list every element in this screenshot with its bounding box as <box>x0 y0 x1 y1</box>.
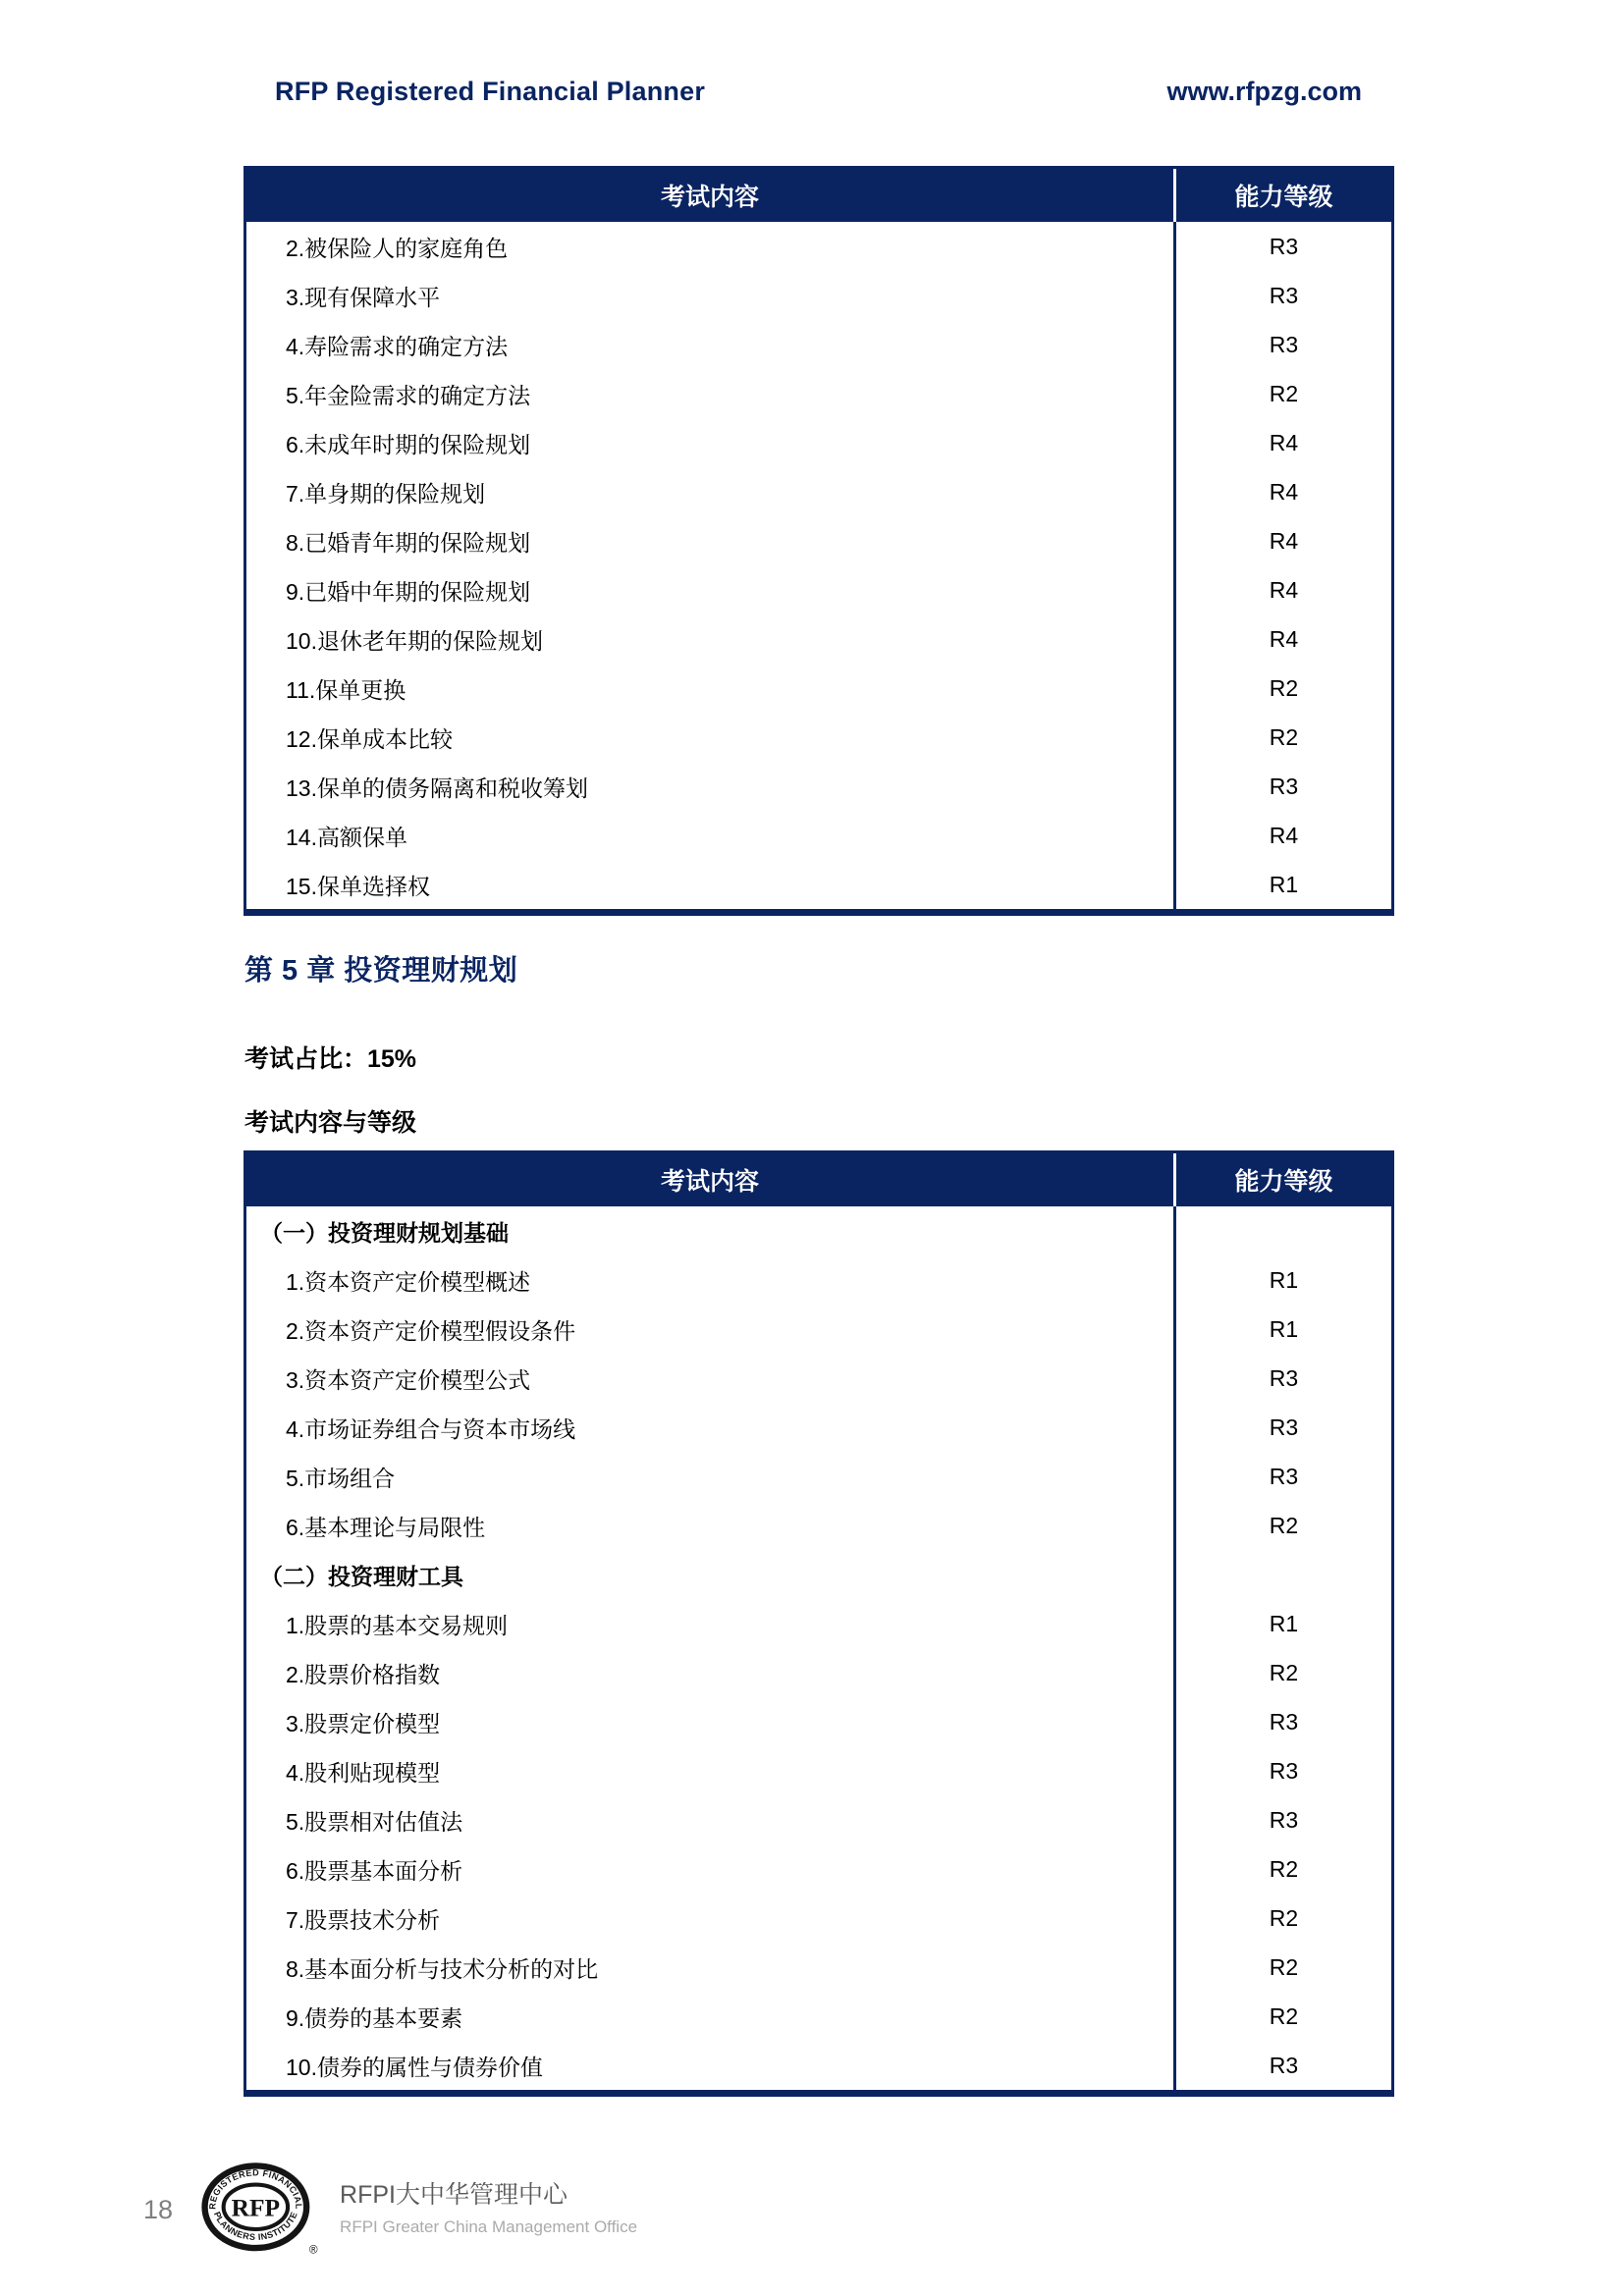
header-title: RFP Registered Financial Planner <box>275 77 706 106</box>
row-ability-level: R4 <box>1173 811 1391 860</box>
row-content-text: 9.债券的基本要素 <box>286 2004 463 2031</box>
row-ability-level: R3 <box>1173 1354 1391 1403</box>
table-row <box>246 1501 1391 1550</box>
row-content-text: 4.寿险需求的确定方法 <box>286 333 509 359</box>
row-content-text: 2.资本资产定价模型假设条件 <box>286 1317 576 1344</box>
table-section-row <box>246 1550 1391 1599</box>
row-content-text: 3.现有保障水平 <box>286 284 441 310</box>
row-content-text: 2.被保险人的家庭角色 <box>286 235 509 261</box>
column-header-exam-content: 考试内容 <box>660 184 759 211</box>
table-header-row <box>246 169 1391 222</box>
table-row <box>246 467 1391 516</box>
table-row <box>246 369 1391 418</box>
org-name-english: RFPI Greater China Management Office <box>340 2217 638 2236</box>
row-content-text: （二）投资理财工具 <box>260 1563 463 1589</box>
row-ability-level: R3 <box>1173 271 1391 320</box>
row-ability-level: R2 <box>1173 664 1391 713</box>
svg-text:REGISTERED FINANCIAL: REGISTERED FINANCIAL <box>207 2167 304 2210</box>
row-content-text: 13.保单的债务隔离和税收筹划 <box>286 774 588 801</box>
row-content-text: 6.基本理论与局限性 <box>286 1514 486 1540</box>
row-ability-level: R4 <box>1173 467 1391 516</box>
row-content-text: 15.保单选择权 <box>286 873 430 899</box>
row-content-text: 10.退休老年期的保险规划 <box>286 627 543 654</box>
table-row <box>246 811 1391 860</box>
row-content-text: 5.年金险需求的确定方法 <box>286 382 531 408</box>
exam-content-level-caption: 考试内容与等级 <box>244 1109 417 1137</box>
table-row <box>246 762 1391 811</box>
row-ability-level: R2 <box>1173 1894 1391 1943</box>
column-header-ability-level: 能力等级 <box>1173 1153 1391 1206</box>
table-row <box>246 1354 1391 1403</box>
table-row <box>246 1943 1391 1992</box>
table-row <box>246 713 1391 762</box>
row-ability-level: R1 <box>1173 1305 1391 1354</box>
org-name-chinese: RFPI大中华管理中心 <box>340 2181 568 2209</box>
row-content-text: 4.股利贴现模型 <box>286 1759 441 1786</box>
row-ability-level: R3 <box>1173 1403 1391 1452</box>
row-ability-level: R4 <box>1173 614 1391 664</box>
row-ability-level: R2 <box>1173 713 1391 762</box>
column-header-exam-content: 考试内容 <box>660 1168 759 1196</box>
table-row <box>246 1255 1391 1305</box>
table-row <box>246 418 1391 467</box>
table-row <box>246 516 1391 565</box>
row-ability-level: R3 <box>1173 320 1391 369</box>
table-row <box>246 222 1391 271</box>
row-content-text: 8.已婚青年期的保险规划 <box>286 529 531 556</box>
row-content-text: 11.保单更换 <box>286 676 406 703</box>
table-row <box>246 1697 1391 1746</box>
row-ability-level: R3 <box>1173 1746 1391 1795</box>
chapter-title: 第 5 章 投资理财规划 <box>244 955 518 987</box>
row-ability-level <box>1173 1206 1391 1255</box>
row-ability-level: R2 <box>1173 1992 1391 2041</box>
row-content-text: 1.股票的基本交易规则 <box>286 1612 509 1638</box>
row-content-text: 1.资本资产定价模型概述 <box>286 1268 531 1295</box>
table-row <box>246 664 1391 713</box>
table-row <box>246 1992 1391 2041</box>
row-ability-level: R3 <box>1173 1452 1391 1501</box>
row-ability-level: R2 <box>1173 1844 1391 1894</box>
table-row <box>246 320 1391 369</box>
table-body <box>246 222 1391 909</box>
rfp-institute-logo-icon <box>200 2161 318 2259</box>
table-row <box>246 1305 1391 1354</box>
row-content-text: 4.市场证券组合与资本市场线 <box>286 1415 576 1442</box>
row-ability-level: R3 <box>1173 222 1391 271</box>
exam-content-table-2 <box>244 1150 1394 2097</box>
row-ability-level: R3 <box>1173 1697 1391 1746</box>
table-section-row <box>246 1206 1391 1255</box>
row-ability-level: R2 <box>1173 1501 1391 1550</box>
table-row <box>246 614 1391 664</box>
table-row <box>246 1894 1391 1943</box>
exam-content-table-1 <box>244 166 1394 916</box>
table-header-row <box>246 1153 1391 1206</box>
table-row <box>246 565 1391 614</box>
row-ability-level: R1 <box>1173 1255 1391 1305</box>
row-content-text: 14.高额保单 <box>286 824 407 850</box>
table-row <box>246 1403 1391 1452</box>
row-content-text: 7.单身期的保险规划 <box>286 480 486 507</box>
row-ability-level: R2 <box>1173 369 1391 418</box>
row-content-text: 12.保单成本比较 <box>286 725 453 752</box>
table-row <box>246 1599 1391 1648</box>
table-row <box>246 860 1391 909</box>
column-header-ability-level: 能力等级 <box>1173 169 1391 222</box>
exam-weight-label: 考试占比：15% <box>244 1045 417 1073</box>
table-row <box>246 1795 1391 1844</box>
row-content-text: 5.市场组合 <box>286 1465 396 1491</box>
table-row <box>246 1452 1391 1501</box>
row-ability-level: R1 <box>1173 1599 1391 1648</box>
row-ability-level: R4 <box>1173 565 1391 614</box>
row-ability-level <box>1173 1550 1391 1599</box>
page-number: 18 <box>143 2194 174 2224</box>
row-content-text: 3.股票定价模型 <box>286 1710 441 1736</box>
row-ability-level: R4 <box>1173 516 1391 565</box>
row-content-text: 6.股票基本面分析 <box>286 1857 463 1884</box>
row-ability-level: R2 <box>1173 1648 1391 1697</box>
page-header <box>275 77 1362 107</box>
header-website-url: www.rfpzg.com <box>1166 77 1362 106</box>
footer-organization <box>340 2180 637 2239</box>
table-row <box>246 2041 1391 2090</box>
row-ability-level: R3 <box>1173 1795 1391 1844</box>
row-content-text: 9.已婚中年期的保险规划 <box>286 578 531 605</box>
svg-text:RFP: RFP <box>231 2193 281 2222</box>
row-content-text: 5.股票相对估值法 <box>286 1808 463 1835</box>
row-content-text: 8.基本面分析与技术分析的对比 <box>286 1955 599 1982</box>
row-ability-level: R3 <box>1173 762 1391 811</box>
table-row <box>246 1844 1391 1894</box>
table-body <box>246 1206 1391 2090</box>
row-content-text: （一）投资理财规划基础 <box>260 1219 509 1246</box>
row-content-text: 2.股票价格指数 <box>286 1661 441 1687</box>
svg-text:®: ® <box>308 2242 318 2257</box>
row-content-text: 6.未成年时期的保险规划 <box>286 431 531 457</box>
svg-text:PLANNERS INSTITUTE: PLANNERS INSTITUTE <box>211 2210 299 2243</box>
page-footer <box>143 2156 637 2264</box>
row-content-text: 7.股票技术分析 <box>286 1906 441 1933</box>
row-content-text: 10.债券的属性与债券价值 <box>286 2054 543 2080</box>
row-content-text: 3.资本资产定价模型公式 <box>286 1366 531 1393</box>
table-row <box>246 271 1391 320</box>
row-ability-level: R3 <box>1173 2041 1391 2090</box>
table-row <box>246 1648 1391 1697</box>
table-row <box>246 1746 1391 1795</box>
row-ability-level: R2 <box>1173 1943 1391 1992</box>
row-ability-level: R4 <box>1173 418 1391 467</box>
row-ability-level: R1 <box>1173 860 1391 909</box>
